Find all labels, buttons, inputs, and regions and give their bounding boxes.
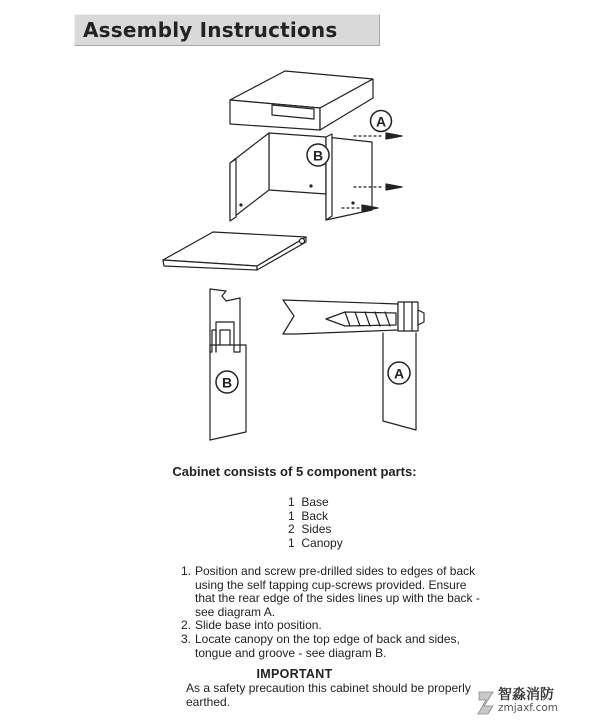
label-a-circle-detail [388,362,410,384]
steps-list [181,565,485,660]
label-b-circle-detail [216,371,238,393]
parts-list-item: 1 Canopy [288,535,343,550]
components-heading: Cabinet consists of 5 component parts: [172,464,417,479]
parts-list-item: 1 Base [288,495,329,509]
base-drawing [163,232,306,270]
step-item [181,565,485,619]
page-title: Assembly Instructions [83,18,338,42]
step-number: 1. [181,564,192,578]
parts-list [288,496,343,550]
parts-list-item: 1 Back [288,508,329,523]
detail-b-drawing [210,289,246,440]
step-item [181,619,485,633]
safety-note: As a safety precaution this cabinet should be properly earthed. [186,681,471,709]
label-a-top: A [375,113,387,130]
label-a-circle-top [371,111,392,132]
step-text: Locate canopy on the top edge of back and sides, tongue and groove - see diagram B. [195,631,460,660]
step-text: Position and screw pre-drilled sides to edges of back using the self tapping cup-screws provided. Ensure that the rear edge of the sides lines up with the back - see diagram A. [195,564,480,619]
canopy-drawing [230,71,373,130]
label-b-detail: B [221,374,233,391]
watermark-text: 智淼消防 [498,687,554,703]
label-b-circle-top [307,144,329,166]
step-number: 3. [181,631,192,646]
back-and-sides-drawing [230,133,372,221]
label-b-top: B [312,147,324,164]
step-item [181,633,485,660]
step-text: Slide base into position. [195,618,322,633]
watermark-url: zmjaxf.com [498,702,559,714]
step-number: 2. [181,618,192,633]
important-label: IMPORTANT [256,667,333,681]
parts-list-item: 2 Sides [288,522,332,537]
label-a-detail: A [393,365,405,382]
